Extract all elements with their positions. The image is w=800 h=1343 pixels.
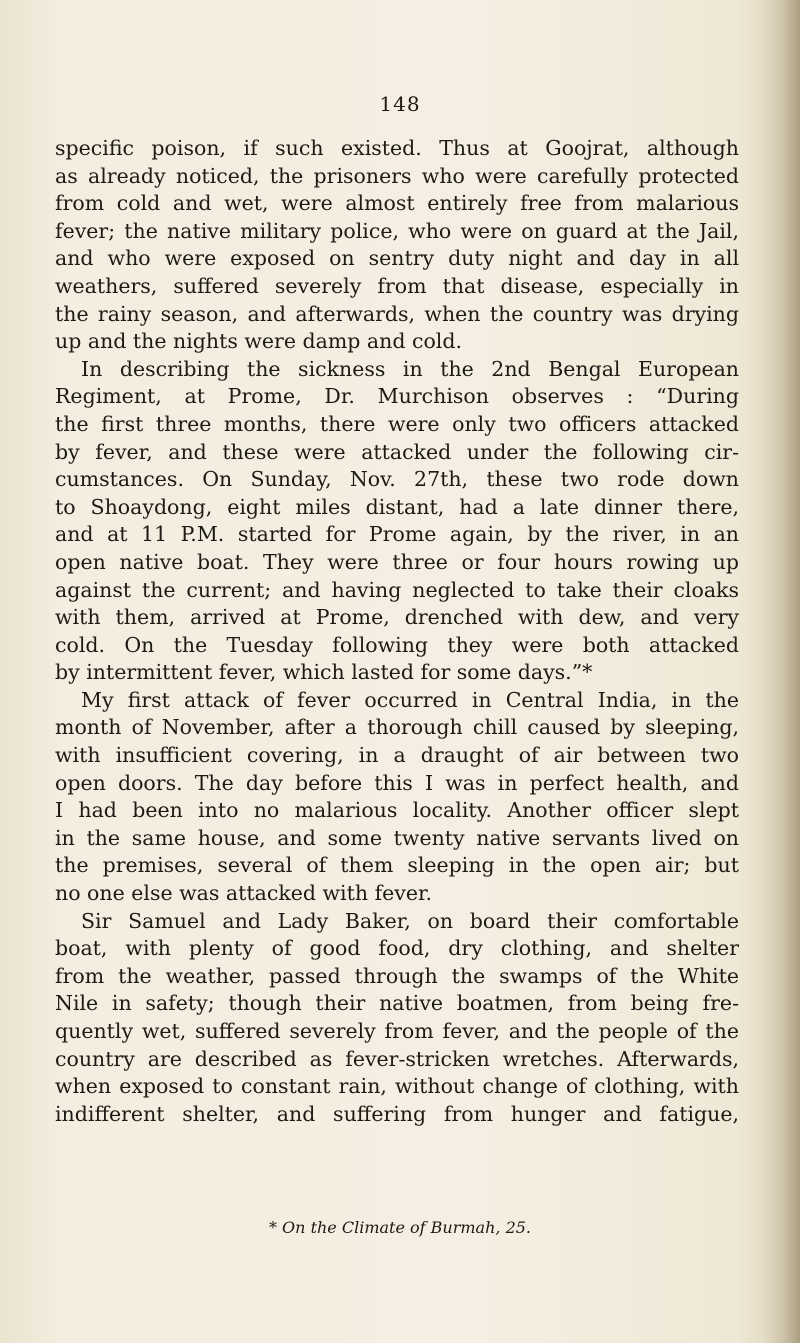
- text-line: the premises, several of them sleeping in the open air; but: [55, 853, 739, 878]
- page-number: 148: [379, 92, 421, 116]
- text-line: no one else was attacked with fever.: [55, 881, 433, 906]
- text-line: I had been into no malarious locality. Another officer slept: [55, 798, 739, 823]
- text-line: My first attack of fever occurred in Central India, in the: [81, 687, 739, 712]
- text-line: Nile in safety; though their native boatmen, from being fre-: [55, 991, 739, 1016]
- text-line: and at 11 P.M. started for Prome again, by the river, in an: [55, 522, 739, 547]
- text-line: up and the nights were damp and cold.: [55, 329, 462, 354]
- text-line: Regiment, at Prome, Dr. Murchison observes : “During: [55, 384, 739, 409]
- text-line: country are described as fever-stricken wretches. Afterwards,: [55, 1046, 739, 1071]
- text-line: from the weather, passed through the swamps of the White: [55, 963, 739, 988]
- text-line: in the same house, and some twenty native servants lived on: [55, 825, 739, 850]
- text-line: boat, with plenty of good food, dry clothing, and shelter: [55, 936, 739, 961]
- text-line: the rainy season, and afterwards, when the country was drying: [55, 301, 739, 326]
- text-line: quently wet, suffered severely from fever, and the people of the: [55, 1019, 739, 1043]
- text-line: In describing the sickness in the 2nd Bengal European: [81, 356, 739, 381]
- text-line: to Shoaydong, eight miles distant, had a late dinner there,: [55, 494, 739, 519]
- text-line: against the current; and having neglected to take their cloaks: [55, 577, 739, 602]
- body-text: [55, 135, 739, 1128]
- text-line: by intermittent fever, which lasted for some days.”*: [55, 660, 593, 685]
- text-line: Sir Samuel and Lady Baker, on board their comfortable: [81, 908, 739, 933]
- text-line: from cold and wet, were almost entirely free from malarious: [55, 191, 739, 216]
- page-edge-shadow: [760, 0, 800, 1343]
- text-line: by fever, and these were attacked under the following cir-: [55, 439, 739, 464]
- text-line: as already noticed, the prisoners who were carefully protected: [55, 163, 739, 188]
- text-line: with them, arrived at Prome, drenched with dew, and very: [55, 605, 739, 630]
- text-line: specific poison, if such existed. Thus at Goojrat, although: [55, 136, 739, 160]
- text-line: open doors. The day before this I was in perfect health, and: [55, 770, 739, 795]
- text-line: fever; the native military police, who were on guard at the Jail,: [55, 218, 739, 243]
- text-line: indifferent shelter, and suffering from hunger and fatigue,: [55, 1101, 739, 1126]
- text-line: cold. On the Tuesday following they were both attacked: [55, 632, 739, 657]
- text-line: month of November, after a thorough chill caused by sleeping,: [55, 715, 739, 740]
- text-line: with insufficient covering, in a draught of air between two: [55, 743, 739, 768]
- footnote: * On the Climate of Burmah, 25.: [268, 1218, 532, 1237]
- text-line: cumstances. On Sunday, Nov. 27th, these two rode down: [55, 467, 739, 492]
- text-line: and who were exposed on sentry duty night and day in all: [55, 246, 739, 271]
- text-line: weathers, suffered severely from that disease, especially in: [55, 273, 739, 298]
- text-line: when exposed to constant rain, without change of clothing, with: [55, 1074, 739, 1099]
- text-line: the first three months, there were only two officers attacked: [55, 411, 739, 436]
- text-line: open native boat. They were three or four hours rowing up: [55, 549, 739, 574]
